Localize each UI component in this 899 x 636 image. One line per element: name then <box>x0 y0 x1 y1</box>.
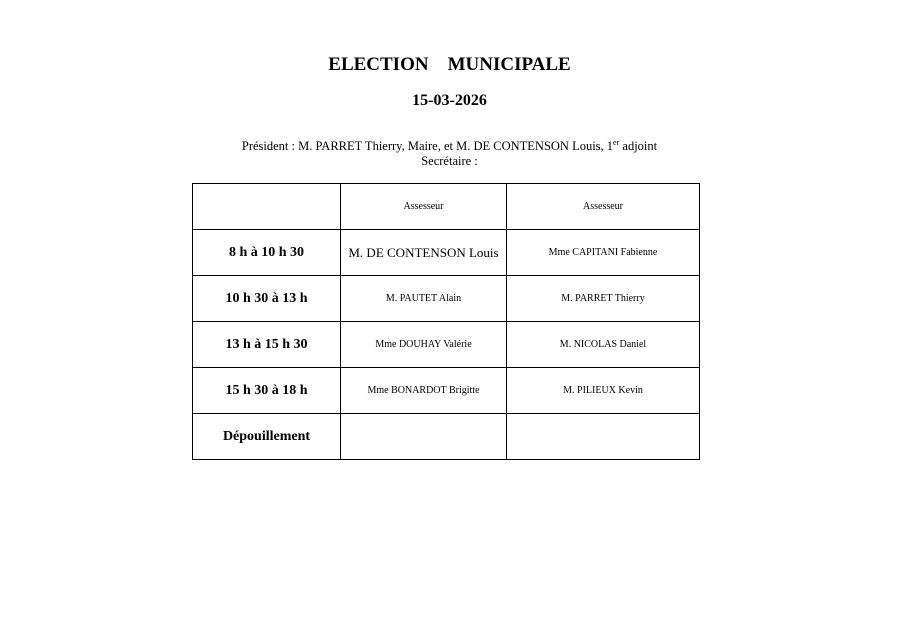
assesseur-1-cell: Mme DOUHAY Valérie <box>341 322 507 368</box>
assesseur-2-cell: M. NICOLAS Daniel <box>507 322 700 368</box>
table-row <box>193 322 700 368</box>
president-line <box>0 139 899 154</box>
table-row <box>193 368 700 414</box>
secretaire-line: Secrétaire : <box>421 154 478 168</box>
time-slot-cell: Dépouillement <box>193 414 341 460</box>
assesseur-2-cell: M. PARRET Thierry <box>507 276 700 322</box>
header-cell-assesseur-1: Assesseur <box>341 184 507 230</box>
assesseur-1-cell: Mme BONARDOT Brigitte <box>341 368 507 414</box>
assessor-schedule-table <box>192 183 700 460</box>
header-cell-assesseur-2: Assesseur <box>507 184 700 230</box>
assesseur-1-cell: M. DE CONTENSON Louis <box>341 230 507 276</box>
assesseur-2-cell: M. PILIEUX Kevin <box>507 368 700 414</box>
president-text: Président : M. PARRET Thierry, Maire, et M. DE CONTENSON Louis, 1 <box>241 139 614 153</box>
assesseur-1-cell: M. PAUTET Alain <box>341 276 507 322</box>
table-row <box>193 230 700 276</box>
time-slot-cell: 15 h 30 à 18 h <box>193 368 341 414</box>
table-row <box>193 414 700 460</box>
table-header-row <box>193 184 700 230</box>
time-slot-cell: 8 h à 10 h 30 <box>193 230 341 276</box>
election-date: 15-03-2026 <box>412 92 487 109</box>
time-slot-cell: 13 h à 15 h 30 <box>193 322 341 368</box>
table-row <box>193 276 700 322</box>
document-title: ELECTION MUNICIPALE <box>328 54 571 75</box>
assesseur-1-cell <box>341 414 507 460</box>
time-slot-cell: 10 h 30 à 13 h <box>193 276 341 322</box>
header-cell-empty <box>193 184 341 230</box>
president-suffix: adjoint <box>619 139 658 153</box>
president-ordinal-superscript: er <box>613 138 620 147</box>
assesseur-2-cell <box>507 414 700 460</box>
assesseur-2-cell: Mme CAPITANI Fabienne <box>507 230 700 276</box>
